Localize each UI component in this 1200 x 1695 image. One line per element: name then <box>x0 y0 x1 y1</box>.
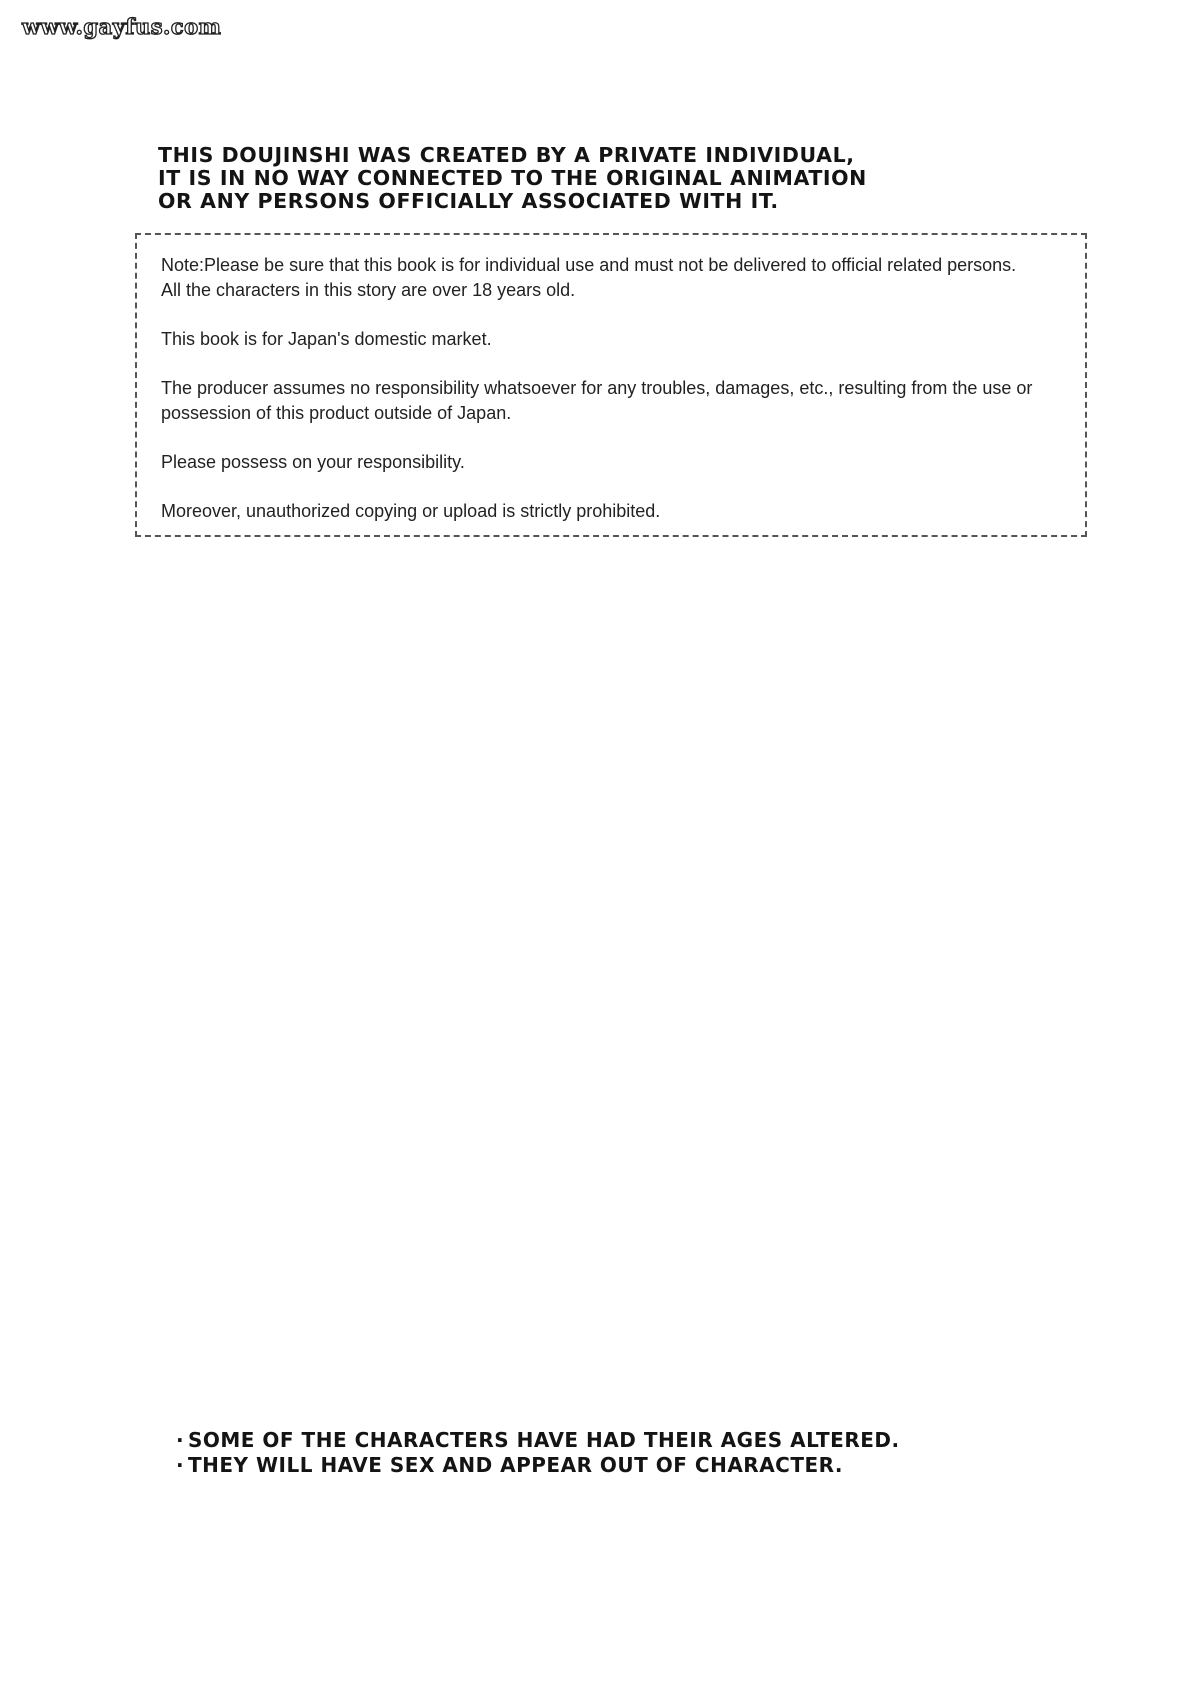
notice-market: This book is for Japan's domestic market. <box>161 329 492 349</box>
notice-age: All the characters in this story are over 18 years old. <box>161 280 576 300</box>
warning-line <box>176 1428 1076 1453</box>
disclaimer-header <box>158 144 1058 213</box>
warning-text: THEY WILL HAVE SEX AND APPEAR OUT OF CHARACTER. <box>188 1453 844 1477</box>
header-line: IT IS IN NO WAY CONNECTED TO THE ORIGINAL ANIMATION <box>158 166 867 190</box>
notice-copying: Moreover, unauthorized copying or upload is strictly prohibited. <box>161 501 661 521</box>
watermark-logo: www.gayfus.com <box>22 14 222 39</box>
header-line: THIS DOUJINSHI WAS CREATED BY A PRIVATE INDIVIDUAL, <box>158 143 855 167</box>
notice-note: Note:Please be sure that this book is for individual use and must not be delivered to official related persons. <box>161 255 1017 275</box>
warning-text: SOME OF THE CHARACTERS HAVE HAD THEIR AGES ALTERED. <box>188 1428 900 1452</box>
bullet: · <box>176 1428 185 1452</box>
content-warning <box>176 1428 1076 1478</box>
bullet: · <box>176 1453 185 1477</box>
warning-line <box>176 1453 1076 1478</box>
notice-responsibility: The producer assumes no responsibility whatsoever for any troubles, damages, etc., resulting from the use or possession of this product outside of Japan. <box>161 378 1033 423</box>
notice-possess: Please possess on your responsibility. <box>161 452 465 472</box>
header-line: OR ANY PERSONS OFFICIALLY ASSOCIATED WITH IT. <box>158 189 779 213</box>
notice-box <box>135 233 1087 537</box>
